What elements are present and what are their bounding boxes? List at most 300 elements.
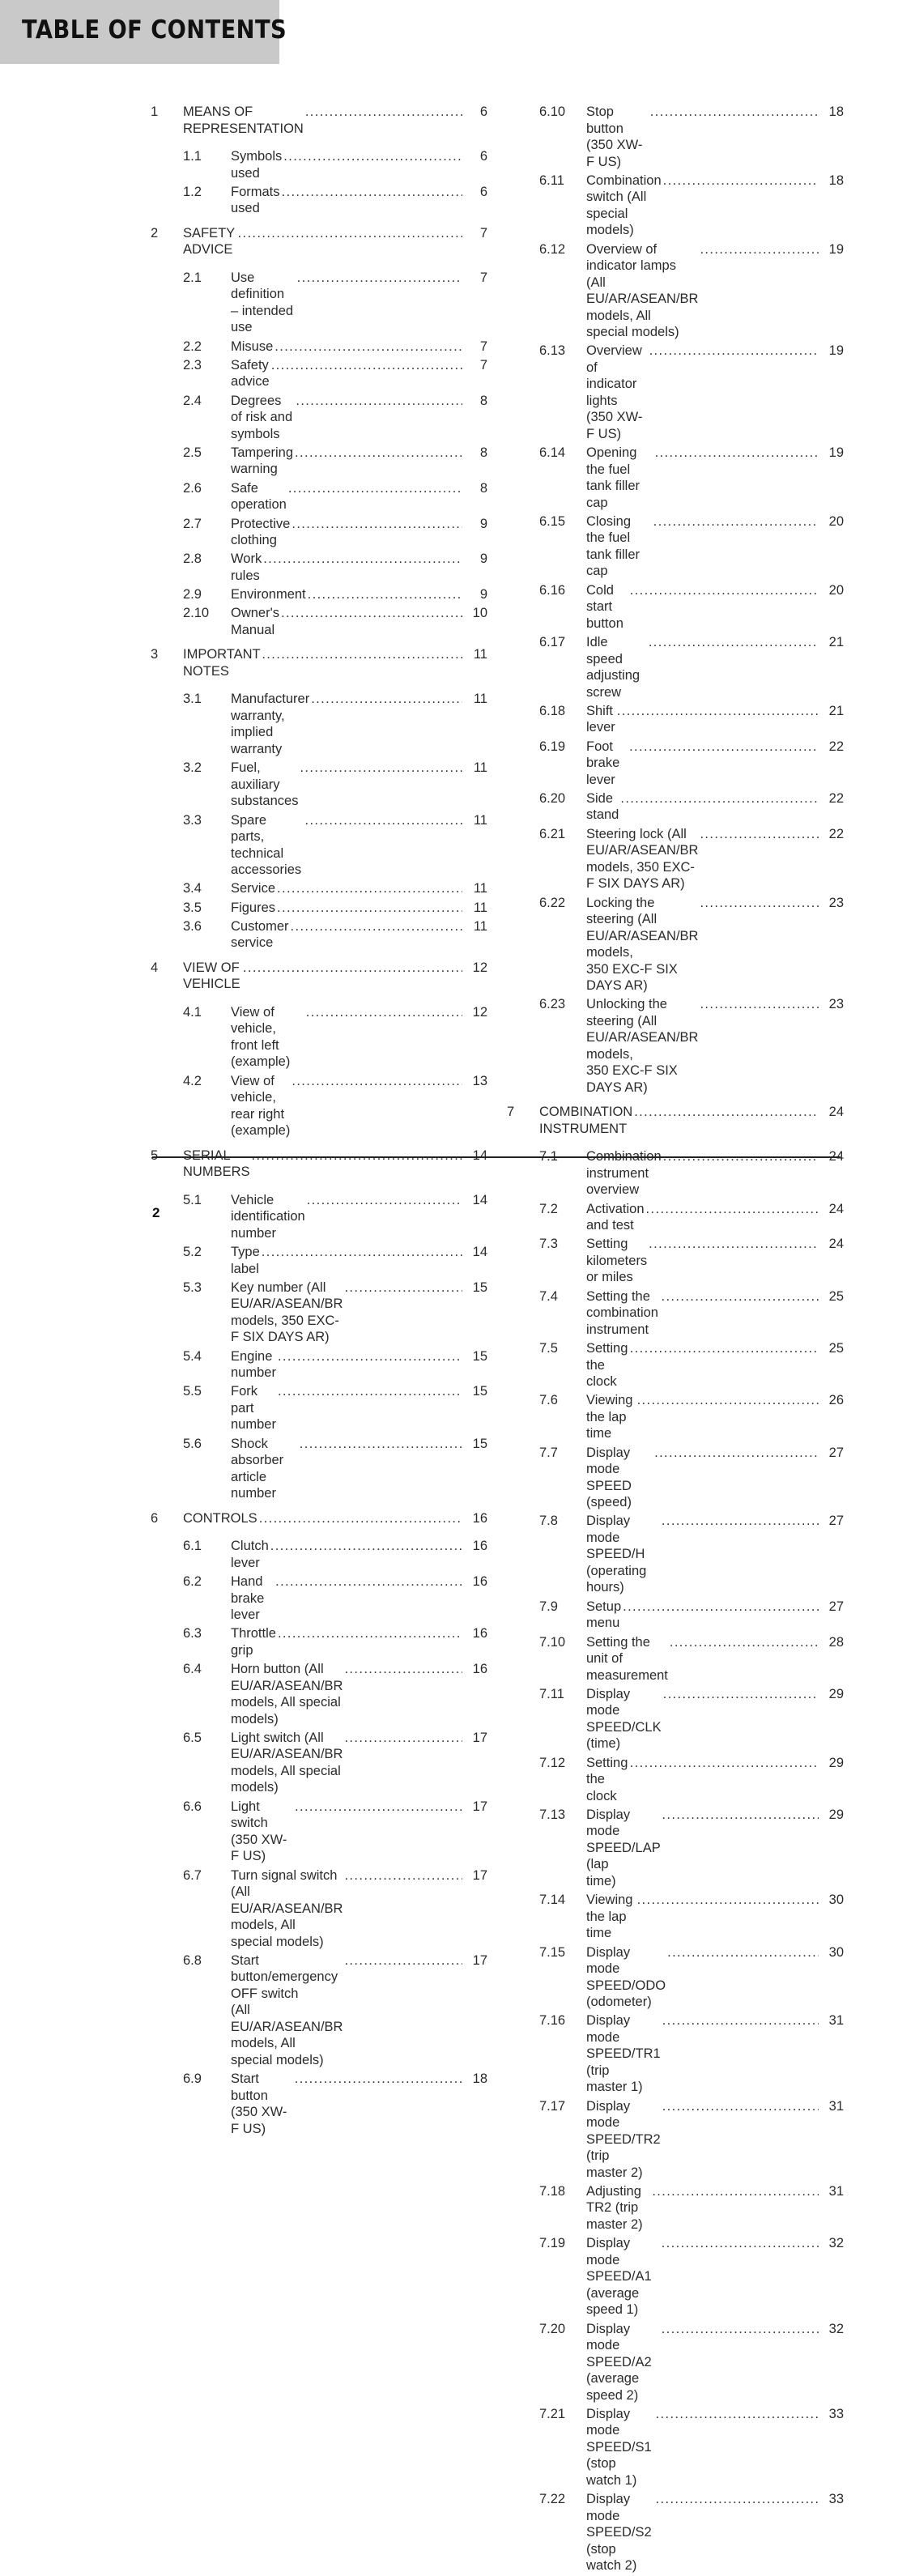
toc-entry-title: Light switch (350 XW-F US)	[231, 1799, 287, 1864]
dot-leader	[283, 148, 462, 165]
toc-section-entry[interactable]	[507, 2491, 844, 2574]
toc-section-entry[interactable]	[507, 2321, 844, 2404]
toc-entry-number: 6.4	[183, 1662, 202, 1677]
toc-entry-page: 29	[828, 1807, 844, 1822]
toc-entry-number: 7.4	[539, 1288, 558, 1304]
toc-section-entry[interactable]	[507, 2406, 844, 2489]
toc-section-entry[interactable]	[151, 760, 487, 810]
toc-section-entry[interactable]	[151, 270, 487, 336]
toc-section-entry[interactable]	[151, 1244, 487, 1277]
toc-section-entry[interactable]	[151, 1538, 487, 1571]
toc-section-entry[interactable]	[151, 1573, 487, 1624]
dot-leader	[656, 2406, 819, 2423]
dot-leader	[307, 1192, 462, 1209]
toc-entry-title: Fuel, auxiliary substances	[231, 760, 299, 809]
toc-entry-number: 7.12	[539, 1755, 566, 1770]
toc-entry-number: 3.4	[183, 881, 202, 896]
toc-section-entry[interactable]	[507, 582, 844, 632]
toc-entry-number: 7.15	[539, 1944, 566, 1960]
toc-entry-number: 6.23	[539, 997, 566, 1012]
toc-section-entry[interactable]	[151, 148, 487, 181]
toc-chapter-entry[interactable]	[151, 960, 487, 993]
toc-entry-number: 7.10	[539, 1634, 566, 1650]
toc-entry-number: 7.14	[539, 1893, 566, 1908]
toc-section-entry[interactable]	[507, 739, 844, 789]
toc-section-entry[interactable]	[151, 393, 487, 443]
toc-entry-title: Display mode SPEED/A1 (average speed 1)	[586, 2236, 652, 2318]
toc-entry-number: 5.2	[183, 1245, 202, 1260]
toc-chapter-entry[interactable]	[151, 1510, 487, 1527]
toc-entry-title: Service	[231, 881, 276, 896]
dot-leader	[637, 1392, 819, 1409]
toc-section-entry[interactable]	[151, 1625, 487, 1658]
toc-column-right	[507, 104, 844, 2576]
dot-leader	[296, 393, 462, 410]
toc-entry-title: Display mode SPEED/TR1 (trip master 1)	[586, 2013, 661, 2095]
toc-entry-title: Display mode SPEED (speed)	[586, 1445, 632, 1510]
toc-entry-title: Protective clothing	[231, 516, 291, 548]
dot-leader	[295, 445, 462, 462]
toc-entry-title: Throttle grip	[231, 1626, 276, 1658]
dot-leader	[630, 1755, 819, 1772]
toc-entry-page: 23	[828, 997, 844, 1012]
toc-entry-page: 11	[473, 900, 487, 915]
toc-section-entry[interactable]	[507, 513, 844, 580]
toc-section-entry[interactable]	[151, 480, 487, 513]
toc-section-entry[interactable]	[507, 1340, 844, 1390]
toc-entry-page: 19	[828, 241, 844, 257]
toc-section-entry[interactable]	[151, 184, 487, 217]
toc-section-entry[interactable]	[151, 1730, 487, 1796]
dot-leader	[292, 1073, 462, 1090]
toc-entry-page: 27	[828, 1514, 844, 1529]
toc-section-entry[interactable]	[507, 1634, 844, 1684]
toc-section-entry[interactable]	[151, 1952, 487, 2069]
dot-leader	[263, 551, 462, 568]
toc-section-entry[interactable]	[151, 880, 487, 897]
toc-section-entry[interactable]	[151, 445, 487, 478]
toc-entry-number: 2	[151, 225, 159, 241]
dot-leader	[300, 1436, 462, 1453]
toc-entry-page: 21	[828, 703, 844, 718]
toc-chapter-entry[interactable]	[151, 1147, 487, 1181]
dot-leader	[620, 790, 819, 807]
toc-entry-number: 7.5	[539, 1341, 558, 1356]
toc-entry-page: 31	[828, 2183, 844, 2199]
toc-entry-number: 6.8	[183, 1952, 202, 1968]
toc-entry-number: 6.17	[539, 635, 566, 650]
toc-entry-page: 11	[473, 760, 487, 776]
toc-section-entry[interactable]	[151, 551, 487, 584]
toc-entry-title: View of vehicle, front left (example)	[231, 1004, 291, 1070]
toc-entry-title: Shift lever	[586, 703, 615, 735]
toc-section-entry[interactable]	[507, 2012, 844, 2096]
toc-entry-title: Fork part number	[231, 1384, 276, 1433]
toc-section-entry[interactable]	[507, 1445, 844, 1511]
dot-leader	[344, 1279, 462, 1297]
toc-entry-title: Vehicle identification number	[231, 1192, 305, 1241]
dot-leader	[700, 826, 819, 843]
toc-section-entry[interactable]	[151, 1073, 487, 1139]
dot-leader	[278, 1625, 462, 1642]
toc-entry-page: 20	[828, 513, 844, 529]
toc-entry-number: 7.8	[539, 1514, 558, 1529]
toc-entry-page: 29	[828, 1755, 844, 1770]
dot-leader	[662, 2321, 819, 2338]
toc-entry-page: 8	[479, 445, 487, 460]
toc-section-entry[interactable]	[507, 1755, 844, 1805]
toc-section-entry[interactable]	[507, 1892, 844, 1942]
toc-entry-page: 30	[828, 1944, 844, 1960]
toc-entry-number: 2.4	[183, 393, 202, 408]
toc-section-entry[interactable]	[507, 1392, 844, 1442]
toc-entry-title: Display mode SPEED/S2 (stop watch 2)	[586, 2492, 652, 2574]
toc-section-entry[interactable]	[151, 691, 487, 757]
toc-section-entry[interactable]	[151, 900, 487, 917]
dot-leader	[656, 2491, 819, 2508]
dot-leader	[344, 1730, 462, 1747]
toc-entry-page: 18	[828, 172, 844, 188]
toc-section-entry[interactable]	[507, 826, 844, 892]
toc-entry-title: Engine number	[231, 1348, 276, 1381]
toc-section-entry[interactable]	[507, 996, 844, 1096]
toc-entry-title: Activation and test	[586, 1201, 645, 1233]
toc-entry-page: 17	[472, 1730, 487, 1745]
toc-entry-title: Hand brake lever	[231, 1574, 265, 1623]
toc-section-entry[interactable]	[151, 586, 487, 603]
toc-entry-page: 13	[472, 1073, 487, 1088]
toc-section-entry[interactable]	[507, 1599, 844, 1632]
toc-section-entry[interactable]	[507, 1201, 844, 1234]
toc-entry-title: Combination switch (All special models)	[586, 172, 662, 238]
toc-entry-title: Light switch (All EU/AR/ASEAN/BR models, All special models)	[231, 1730, 343, 1795]
toc-chapter-entry[interactable]	[151, 225, 487, 258]
toc-entry-number: 7.19	[539, 2236, 566, 2251]
toc-entry-page: 6	[479, 104, 487, 119]
toc-section-entry[interactable]	[507, 790, 844, 824]
toc-entry-page: 19	[828, 343, 844, 359]
toc-entry-page: 24	[828, 1149, 844, 1165]
dot-leader	[629, 739, 819, 756]
toc-section-entry[interactable]	[151, 1799, 487, 1865]
toc-entry-number: 5.3	[183, 1279, 202, 1295]
toc-entry-page: 8	[479, 480, 487, 496]
toc-entry-number: 3.2	[183, 760, 202, 776]
toc-entry-page: 11	[473, 692, 487, 707]
toc-entry-title: Display mode SPEED/CLK (time)	[586, 1686, 662, 1752]
dot-leader	[634, 1104, 819, 1121]
toc-entry-number: 3	[151, 647, 159, 662]
toc-entry-number: 7.11	[539, 1686, 564, 1701]
toc-entry-page: 7	[479, 338, 487, 354]
toc-section-entry[interactable]	[507, 1236, 844, 1286]
dot-leader	[662, 2012, 819, 2029]
toc-entry-number: 7.3	[539, 1237, 558, 1252]
toc-section-entry[interactable]	[151, 1279, 487, 1346]
toc-entry-number: 6.19	[539, 739, 566, 754]
toc-entry-number: 7.17	[539, 2098, 566, 2114]
toc-section-entry[interactable]	[507, 1807, 844, 1890]
dot-leader	[282, 184, 462, 201]
dot-leader	[295, 2071, 462, 2088]
toc-section-entry[interactable]	[507, 104, 844, 170]
toc-entry-page: 17	[472, 1799, 487, 1814]
toc-entry-number: 4.2	[183, 1073, 202, 1088]
toc-section-entry[interactable]	[151, 1661, 487, 1727]
toc-entry-page: 9	[479, 516, 487, 531]
toc-entry-number: 2.10	[183, 606, 210, 621]
toc-entry-number: 7.1	[539, 1149, 558, 1165]
toc-entry-title: Setting kilometers or miles	[586, 1237, 648, 1285]
toc-section-entry[interactable]	[507, 445, 844, 511]
toc-section-entry[interactable]	[151, 357, 487, 390]
dot-leader	[646, 1201, 819, 1218]
toc-chapter-entry[interactable]	[507, 1104, 844, 1137]
dot-leader	[292, 516, 462, 533]
toc-entry-number: 2.3	[183, 357, 202, 373]
toc-chapter-entry[interactable]	[151, 104, 487, 137]
toc-entry-number: 6.5	[183, 1730, 202, 1745]
dot-leader	[663, 1686, 819, 1703]
toc-entry-page: 7	[479, 225, 487, 241]
toc-section-entry[interactable]	[507, 2183, 844, 2233]
toc-entry-number: 7.6	[539, 1393, 558, 1408]
toc-entry-title: SERIAL NUMBERS	[183, 1147, 250, 1180]
toc-entry-number: 6.6	[183, 1799, 202, 1814]
toc-entry-number: 2.2	[183, 338, 202, 354]
toc-entry-title: Setting the unit of measurement	[586, 1634, 668, 1683]
toc-entry-title: Cold start button	[586, 582, 623, 631]
toc-entry-number: 3.3	[183, 812, 202, 828]
dot-leader	[344, 1661, 462, 1678]
toc-entry-page: 26	[828, 1393, 844, 1408]
dot-leader	[262, 1244, 462, 1261]
toc-entry-title: Safety advice	[231, 357, 270, 390]
dot-leader	[662, 2098, 819, 2115]
toc-section-entry[interactable]	[151, 1867, 487, 1951]
dot-leader	[649, 1236, 819, 1253]
dot-leader	[661, 1288, 819, 1305]
toc-section-entry[interactable]	[507, 634, 844, 700]
toc-entry-number: 2.7	[183, 516, 202, 531]
toc-entry-number: 6.7	[183, 1867, 202, 1883]
toc-section-entry[interactable]	[151, 1004, 487, 1071]
page-title: TABLE OF CONTENTS	[22, 15, 287, 45]
toc-entry-title: Setting the clock	[586, 1755, 628, 1803]
toc-entry-number: 7.21	[539, 2406, 566, 2421]
toc-entry-page: 31	[828, 2013, 844, 2029]
dot-leader	[700, 895, 819, 912]
toc-entry-number: 6.20	[539, 790, 566, 806]
toc-entry-title: Closing the fuel tank filler cap	[586, 513, 640, 579]
dot-leader	[655, 445, 819, 462]
toc-entry-page: 27	[828, 1445, 844, 1460]
toc-section-entry[interactable]	[507, 343, 844, 442]
toc-entry-title: Overview of indicator lights (350 XW-F US)	[586, 343, 643, 441]
dot-leader	[667, 1944, 819, 1961]
toc-entry-title: Stop button (350 XW-F US)	[586, 104, 643, 169]
toc-entry-page: 11	[473, 918, 487, 934]
toc-entry-number: 4	[151, 960, 159, 975]
toc-entry-number: 2.8	[183, 551, 202, 567]
toc-entry-page: 28	[828, 1634, 844, 1650]
toc-entry-title: Safe operation	[231, 480, 287, 513]
toc-section-entry[interactable]	[151, 1348, 487, 1382]
toc-section-entry[interactable]	[151, 2071, 487, 2137]
toc-entry-title: Customer service	[231, 918, 289, 951]
toc-entry-page: 19	[828, 445, 844, 461]
toc-entry-number: 3.5	[183, 900, 202, 915]
toc-section-entry[interactable]	[151, 812, 487, 879]
toc-entry-title: Degrees of risk and symbols	[231, 393, 293, 441]
dot-leader	[670, 1634, 819, 1651]
toc-entry-number: 5.4	[183, 1348, 202, 1364]
toc-section-entry[interactable]	[151, 605, 487, 638]
toc-entry-number: 2.5	[183, 445, 202, 460]
toc-entry-page: 24	[828, 1105, 844, 1120]
toc-entry-number: 6.16	[539, 582, 566, 598]
toc-entry-title: Setup menu	[586, 1599, 622, 1631]
toc-entry-page: 15	[472, 1436, 487, 1451]
toc-entry-page: 25	[828, 1288, 844, 1304]
toc-section-entry[interactable]	[507, 703, 844, 736]
dot-leader	[278, 1348, 462, 1365]
toc-entry-number: 6.13	[539, 343, 566, 359]
toc-entry-title: Manufacturer warranty, implied warranty	[231, 692, 310, 756]
toc-entry-title: Start button (350 XW-F US)	[231, 2071, 287, 2136]
toc-section-entry[interactable]	[151, 918, 487, 952]
dot-leader	[306, 1004, 462, 1021]
toc-entry-title: Formats used	[231, 184, 280, 216]
toc-entry-number: 1.2	[183, 184, 202, 199]
toc-entry-title: Clutch lever	[231, 1539, 269, 1570]
toc-entry-number: 5	[151, 1147, 159, 1163]
toc-entry-title: COMBINATION INSTRUMENT	[539, 1105, 633, 1136]
toc-entry-page: 22	[828, 826, 844, 841]
toc-entry-number: 6.12	[539, 241, 566, 257]
toc-entry-title: Spare parts, technical accessories	[231, 812, 302, 878]
toc-entry-number: 7.2	[539, 1201, 558, 1216]
dot-leader	[275, 1573, 462, 1590]
toc-entry-page: 15	[472, 1384, 487, 1399]
toc-entry-page: 11	[473, 881, 487, 896]
toc-entry-title: VIEW OF VEHICLE	[183, 960, 240, 992]
dot-leader	[653, 513, 819, 530]
toc-entry-title: Display mode SPEED/LAP (lap time)	[586, 1807, 661, 1888]
dot-leader	[238, 225, 462, 242]
toc-section-entry[interactable]	[507, 241, 844, 341]
dot-leader	[637, 1892, 819, 1909]
dot-leader	[654, 1445, 819, 1462]
toc-section-entry[interactable]	[151, 1383, 487, 1433]
toc-chapter-entry[interactable]	[151, 646, 487, 679]
dot-leader	[662, 1807, 819, 1824]
dot-leader	[252, 1147, 462, 1165]
toc-section-entry[interactable]	[507, 2098, 844, 2182]
toc-entry-title: Misuse	[231, 338, 274, 354]
toc-entry-number: 6.21	[539, 826, 566, 841]
toc-entry-page: 7	[479, 270, 487, 285]
toc-entry-page: 17	[472, 1952, 487, 1968]
toc-section-entry[interactable]	[151, 338, 487, 356]
toc-entry-page: 27	[828, 1599, 844, 1614]
dot-leader	[700, 996, 819, 1013]
toc-entry-title: Side stand	[586, 790, 619, 823]
dot-leader	[650, 104, 819, 121]
dot-leader	[344, 1952, 462, 1969]
toc-entry-title: View of vehicle, rear right (example)	[231, 1073, 291, 1139]
toc-section-entry[interactable]	[507, 1686, 844, 1752]
toc-entry-page: 16	[472, 1574, 487, 1590]
dot-leader	[295, 1799, 462, 1816]
toc-entry-number: 6.18	[539, 703, 566, 718]
toc-section-entry[interactable]	[151, 516, 487, 549]
dot-leader	[623, 1599, 819, 1616]
toc-entry-number: 2.6	[183, 480, 202, 496]
toc-entry-title: Steering lock (All EU/AR/ASEAN/BR models, 350 EXC-F SIX DAYS AR)	[586, 826, 699, 892]
toc-entry-page: 16	[472, 1539, 487, 1554]
header-banner	[0, 0, 287, 64]
dot-leader	[662, 1513, 819, 1530]
toc-entry-page: 11	[473, 647, 487, 662]
dot-leader	[700, 241, 819, 258]
toc-entry-number: 6.3	[183, 1626, 202, 1641]
toc-entry-title: IMPORTANT NOTES	[183, 647, 261, 679]
toc-entry-page: 24	[828, 1237, 844, 1252]
toc-entry-title: Owner's Manual	[231, 606, 279, 637]
dot-leader	[277, 900, 462, 917]
dot-leader	[663, 172, 819, 189]
toc-entry-number: 6.22	[539, 895, 566, 910]
dot-leader	[617, 703, 819, 720]
toc-entry-title: Figures	[231, 900, 276, 915]
toc-entry-page: 8	[479, 393, 487, 408]
toc-section-entry[interactable]	[507, 895, 844, 994]
toc-entry-number: 7	[507, 1105, 515, 1120]
dot-leader	[630, 1340, 819, 1357]
toc-entry-page: 22	[828, 739, 844, 754]
dot-leader	[262, 646, 462, 663]
toc-entry-title: Environment	[231, 587, 306, 602]
toc-entry-page: 17	[472, 1867, 487, 1883]
dot-leader	[277, 880, 462, 897]
toc-section-entry[interactable]	[507, 1513, 844, 1596]
toc-section-entry[interactable]	[151, 1192, 487, 1242]
toc-section-entry[interactable]	[507, 172, 844, 239]
toc-section-entry[interactable]	[507, 1944, 844, 2011]
toc-entry-page: 20	[828, 582, 844, 598]
toc-section-entry[interactable]	[151, 1436, 487, 1502]
footer-rule	[152, 1156, 841, 1158]
toc-entry-page: 9	[479, 587, 487, 602]
toc-entry-page: 32	[828, 2236, 844, 2251]
toc-entry-title: Type label	[231, 1245, 260, 1276]
toc-entry-page: 11	[473, 812, 487, 828]
toc-entry-title: Viewing the lap time	[586, 1393, 633, 1441]
toc-entry-number: 6.11	[539, 172, 564, 188]
toc-entry-number: 7.18	[539, 2183, 566, 2199]
toc-entry-number: 1.1	[183, 149, 202, 164]
toc-section-entry[interactable]	[507, 2235, 844, 2318]
toc-entry-title: Display mode SPEED/S1 (stop watch 1)	[586, 2406, 652, 2488]
dot-leader	[288, 480, 462, 497]
toc-entry-title: Symbols used	[231, 149, 283, 181]
toc-entry-number: 1	[151, 104, 159, 119]
toc-entry-title: Opening the fuel tank filler cap	[586, 445, 640, 510]
dot-leader	[281, 605, 462, 622]
toc-entry-page: 16	[472, 1662, 487, 1677]
dot-leader	[300, 760, 462, 777]
